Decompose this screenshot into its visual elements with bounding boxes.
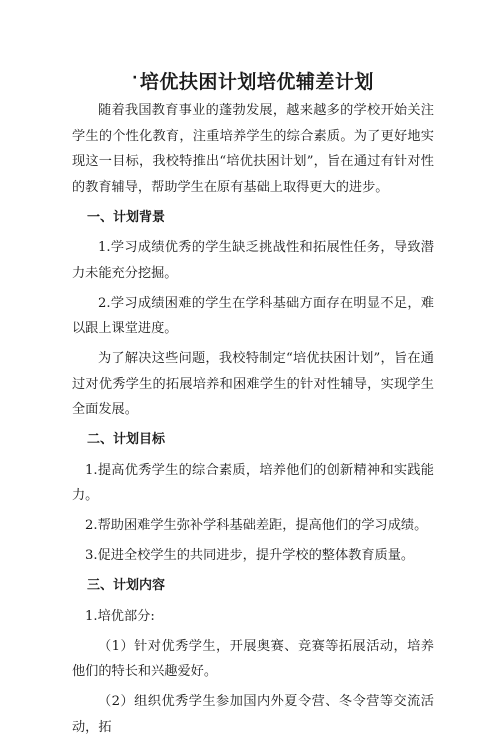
goal-item-3: 3.促进全校学生的共同进步，提升学校的整体教育质量。 bbox=[85, 548, 415, 563]
document-body bbox=[72, 98, 434, 745]
background-paragraph-3: 为了解决这些问题，我校特制定“培优扶困计划”，旨在通过对优秀学生的拓展培养和困难学生的针对性辅导，实现学生全面发展。 bbox=[72, 351, 434, 417]
goal-item-2: 2.帮助困难学生弥补学科基础差距，提高他们的学习成绩。 bbox=[85, 518, 428, 533]
background-paragraph-1: 1.学习成绩优秀的学生缺乏挑战性和拓展性任务，导致潜力未能充分挖掘。 bbox=[72, 240, 434, 281]
content-item-1: 1.培优部分: bbox=[85, 608, 155, 624]
content-subitem-1: （1）针对优秀学生，开展奥赛、竞赛等拓展活动，培养他们的特长和兴趣爱好。 bbox=[72, 638, 434, 679]
section-heading-background: 一、计划背景 bbox=[87, 209, 166, 225]
document-title-line bbox=[72, 64, 434, 96]
content-subitem-2: （2）组织优秀学生参加国内外夏令营、冬令营等交流活动，拓 bbox=[72, 694, 434, 735]
document-title: 培优扶困计划培优辅差计划 bbox=[139, 71, 374, 93]
background-paragraph-2: 2.学习成绩困难的学生在学科基础方面存在明显不足，难以跟上课堂进度。 bbox=[72, 295, 434, 336]
section-heading-goals: 二、计划目标 bbox=[87, 432, 166, 447]
title-mark: · bbox=[132, 70, 138, 86]
section-heading-content: 三、计划内容 bbox=[87, 578, 166, 593]
goal-item-1: 1.提高优秀学生的综合素质，培养他们的创新精神和实践能力。 bbox=[72, 462, 434, 503]
intro-paragraph: 随着我国教育事业的蓬勃发展，越来越多的学校开始关注学生的个性化教育，注重培养学生的综合素质。为了更好地实现这一目标，我校特推出“培优扶困计划”，旨在通过有针对性的教育辅导，帮助学生在原有基础上取得更大的进步。 bbox=[72, 103, 434, 195]
